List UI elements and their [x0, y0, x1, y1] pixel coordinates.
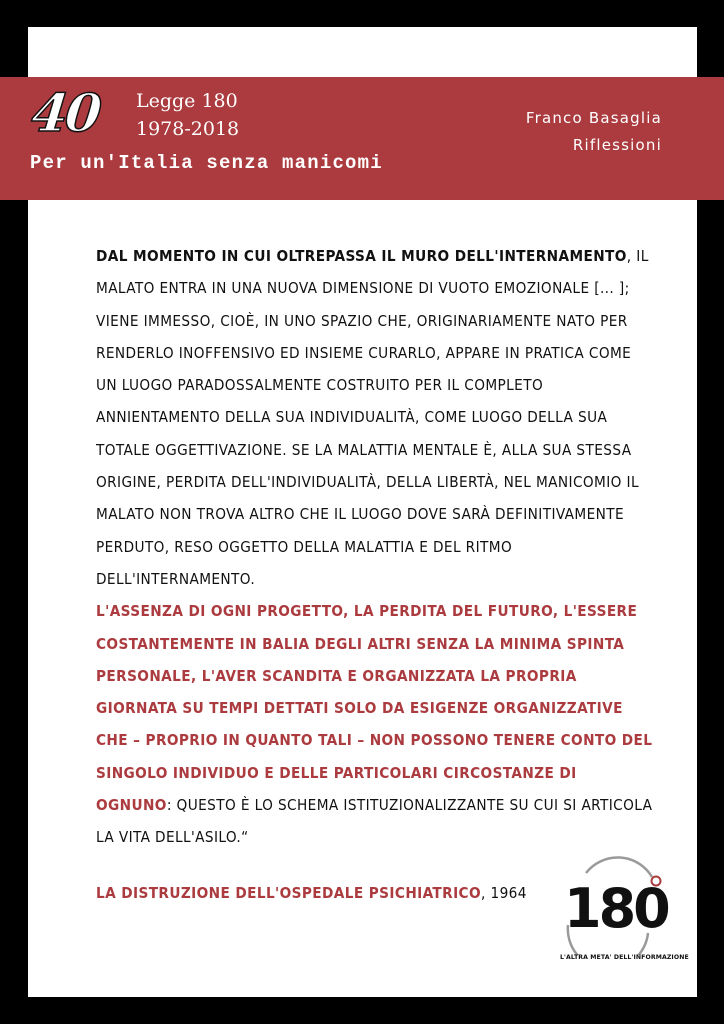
- source-citation: [96, 884, 556, 902]
- section-name: Riflessioni: [572, 136, 662, 154]
- motto: Per un'Italia senza manicomi: [30, 152, 383, 174]
- logo-tagline: L'ALTRA META' DELL'INFORMAZIONE: [560, 954, 689, 961]
- quote-text: [96, 240, 656, 854]
- author-block: [526, 105, 662, 159]
- logo-180: [556, 855, 689, 971]
- quote-lead: DAL MOMENTO IN CUI OLTREPASSA IL MURO DELL'INTERNAMENTO: [96, 247, 627, 265]
- quote-body: , IL MALATO ENTRA IN UNA NUOVA DIMENSIONE DI VUOTO EMOZIONALE [... ]; VIENE IMMESSO, CIOÈ, IN UNO SPAZIO CHE, ORIGINARIAMENTE NATO PER RENDERLO INOFFENSIVO ED INSIEME CURARLO, APPARE IN PRATICA COME UN LUOGO PARADOSSALMENTE COSTRUITO PER IL COMPLETO ANNIENTAMENTO DELLA SUA INDIVIDUALITÀ, COME LUOGO DELLA SUA TOTALE OGGETTIVAZIONE. SE LA MALATTIA MENTALE È, ALLA SUA STESSA ORIGINE, PERDITA DELL'INDIVIDUALITÀ, DELLA LIBERTÀ, NEL MANICOMIO IL MALATO NON TROVA ALTRO CHE IL LUOGO DOVE SARÀ DEFINITIVAMENTE PERDUTO, RESO OGGETTO DELLA MALATTIA E DEL RITMO DELL'INTERNAMENTO.: [96, 247, 649, 588]
- quote-closing: : QUESTO È LO SCHEMA ISTITUZIONALIZZANTE SU CUI SI ARTICOLA LA VITA DELL'ASILO.“: [96, 796, 653, 847]
- law-info: [136, 87, 239, 143]
- law-years: 1978-2018: [136, 118, 240, 140]
- quote-highlight: L'ASSENZA DI OGNI PROGETTO, LA PERDITA DEL FUTURO, L'ESSERE COSTANTEMENTE IN BALIA DEGLI ALTRI SENZA LA MINIMA SPINTA PERSONALE, L'AVER SCANDITA E ORGANIZZATA LA PROPRIA GIORNATA SU TEMPI DETTATI SOLO DA ESIGENZE ORGANIZZATIVE CHE – PROPRIO IN QUANTO TALI – NON POSSONO TENERE CONTO DEL SINGOLO INDIVIDUO E DELLE PARTICOLARI CIRCOSTANZE DI OGNUNO: [96, 602, 653, 815]
- source-year: , 1964: [481, 884, 527, 902]
- logo-number: 180: [564, 877, 668, 940]
- header-banner: [0, 77, 724, 200]
- author-name: Franco Basaglia: [525, 109, 662, 127]
- law-title: Legge 180: [136, 90, 238, 112]
- anniversary-number: 40: [28, 83, 102, 144]
- source-title: LA DISTRUZIONE DELL'OSPEDALE PSICHIATRICO: [96, 884, 481, 902]
